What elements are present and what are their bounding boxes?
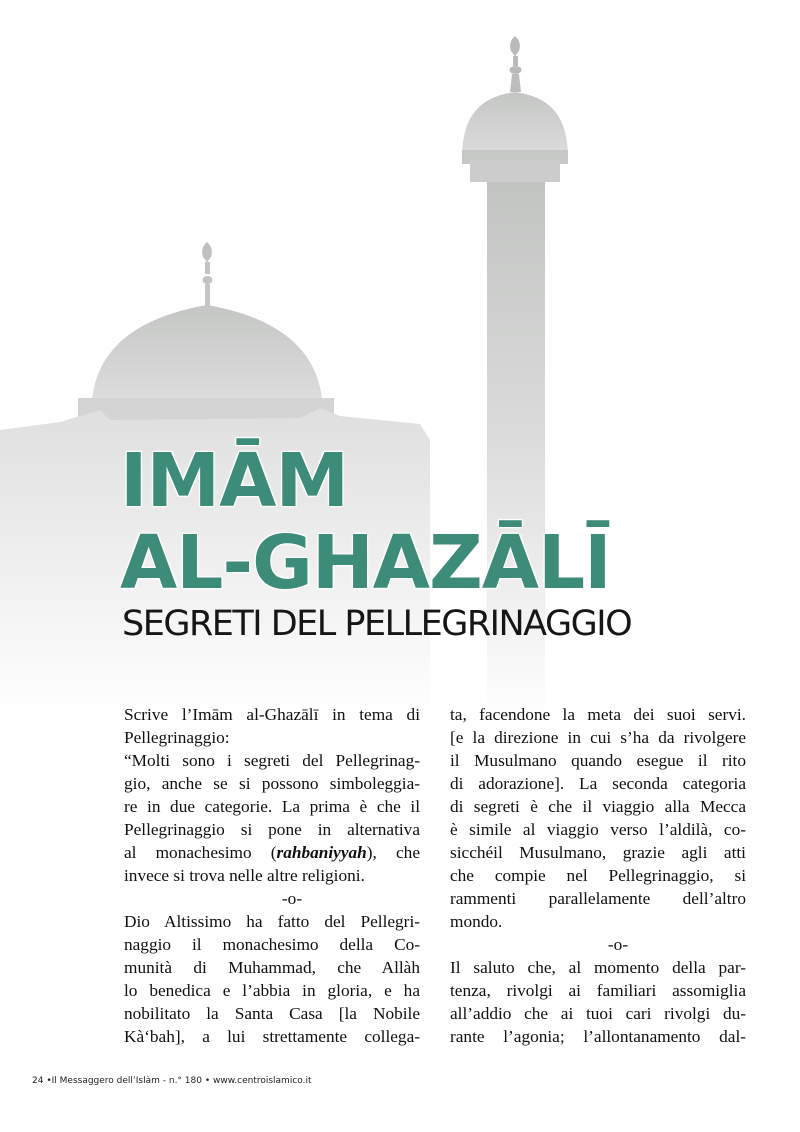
text-line: Il saluto che, al momento della par- bbox=[450, 958, 746, 977]
text-line: invece si trova nelle altre religioni. bbox=[124, 866, 365, 885]
text-line: Dio Altissimo ha fatto del Pellegri- bbox=[124, 912, 420, 931]
text-line: ta, facendone la meta dei suoi servi. bbox=[450, 705, 746, 724]
text-line: mondo. bbox=[450, 912, 503, 931]
title-line-2: AL-GHAZĀLĪ bbox=[120, 520, 611, 606]
text-line: rante l’agonia; l’allontanamento dal- bbox=[450, 1027, 746, 1046]
page-footer: 24 •Il Messaggero dell’Islàm - n.° 180 • www.centroislamico.it bbox=[32, 1076, 312, 1086]
emphasis-term: rahbaniyyah bbox=[276, 843, 367, 862]
text-line: che compie nel Pellegrinaggio, si bbox=[450, 866, 746, 885]
text-segment: al monachesimo ( bbox=[124, 843, 277, 862]
text-line bbox=[124, 841, 420, 864]
text-line: nobilitato la Santa Casa [la Nobile bbox=[124, 1004, 420, 1023]
text-line: lo benedica e l’abbia in gloria, e ha bbox=[124, 981, 420, 1000]
text-line: re in due categorie. La prima è che il bbox=[124, 797, 420, 816]
text-line: il Musulmano quando esegue il rito bbox=[450, 751, 746, 770]
text-line: [e la direzione in cui s’ha da rivolgere bbox=[450, 728, 746, 747]
text-line: Scrive l’Imām al-Ghazālī in tema di bbox=[124, 705, 420, 724]
text-line: Kà‘bah], a lui strettamente collega- bbox=[124, 1027, 420, 1046]
text-line: gio, anche se si possono simboleggia- bbox=[124, 774, 420, 793]
dome-left bbox=[78, 242, 334, 420]
text-line: rammenti parallelamente dell’altro bbox=[450, 889, 746, 908]
text-line: munità di Muhammad, che Allàh bbox=[124, 958, 420, 977]
article-title bbox=[120, 440, 611, 604]
text-line: “Molti sono i segreti del Pellegrinag- bbox=[124, 751, 420, 770]
article-column-left bbox=[124, 703, 420, 1048]
text-line: tenza, rivolgi ai familiari assomiglia bbox=[450, 981, 746, 1000]
section-separator: -o- bbox=[281, 889, 303, 908]
title-line-1: IMĀM bbox=[120, 438, 349, 524]
text-line: sicchéil Musulmano, grazie agli atti bbox=[450, 843, 746, 862]
text-line: di segreti è che il viaggio alla Mecca bbox=[450, 797, 746, 816]
text-line: naggio il monachesimo della Co- bbox=[124, 935, 420, 954]
text-line: Pellegrinaggio: bbox=[124, 728, 230, 747]
text-segment: ), che bbox=[366, 843, 420, 862]
article-subtitle: SEGRETI DEL PELLEGRINAGGIO bbox=[122, 604, 632, 644]
text-line: Pellegrinaggio si pone in alternativa bbox=[124, 820, 420, 839]
article-column-right bbox=[450, 703, 746, 1048]
text-line: è simile al viaggio verso l’aldilà, co- bbox=[450, 820, 746, 839]
text-line: all’addio che ai tuoi cari rivolgi du- bbox=[450, 1004, 746, 1023]
text-line: di adorazione]. La seconda categoria bbox=[450, 774, 746, 793]
section-separator: -o- bbox=[607, 935, 629, 954]
